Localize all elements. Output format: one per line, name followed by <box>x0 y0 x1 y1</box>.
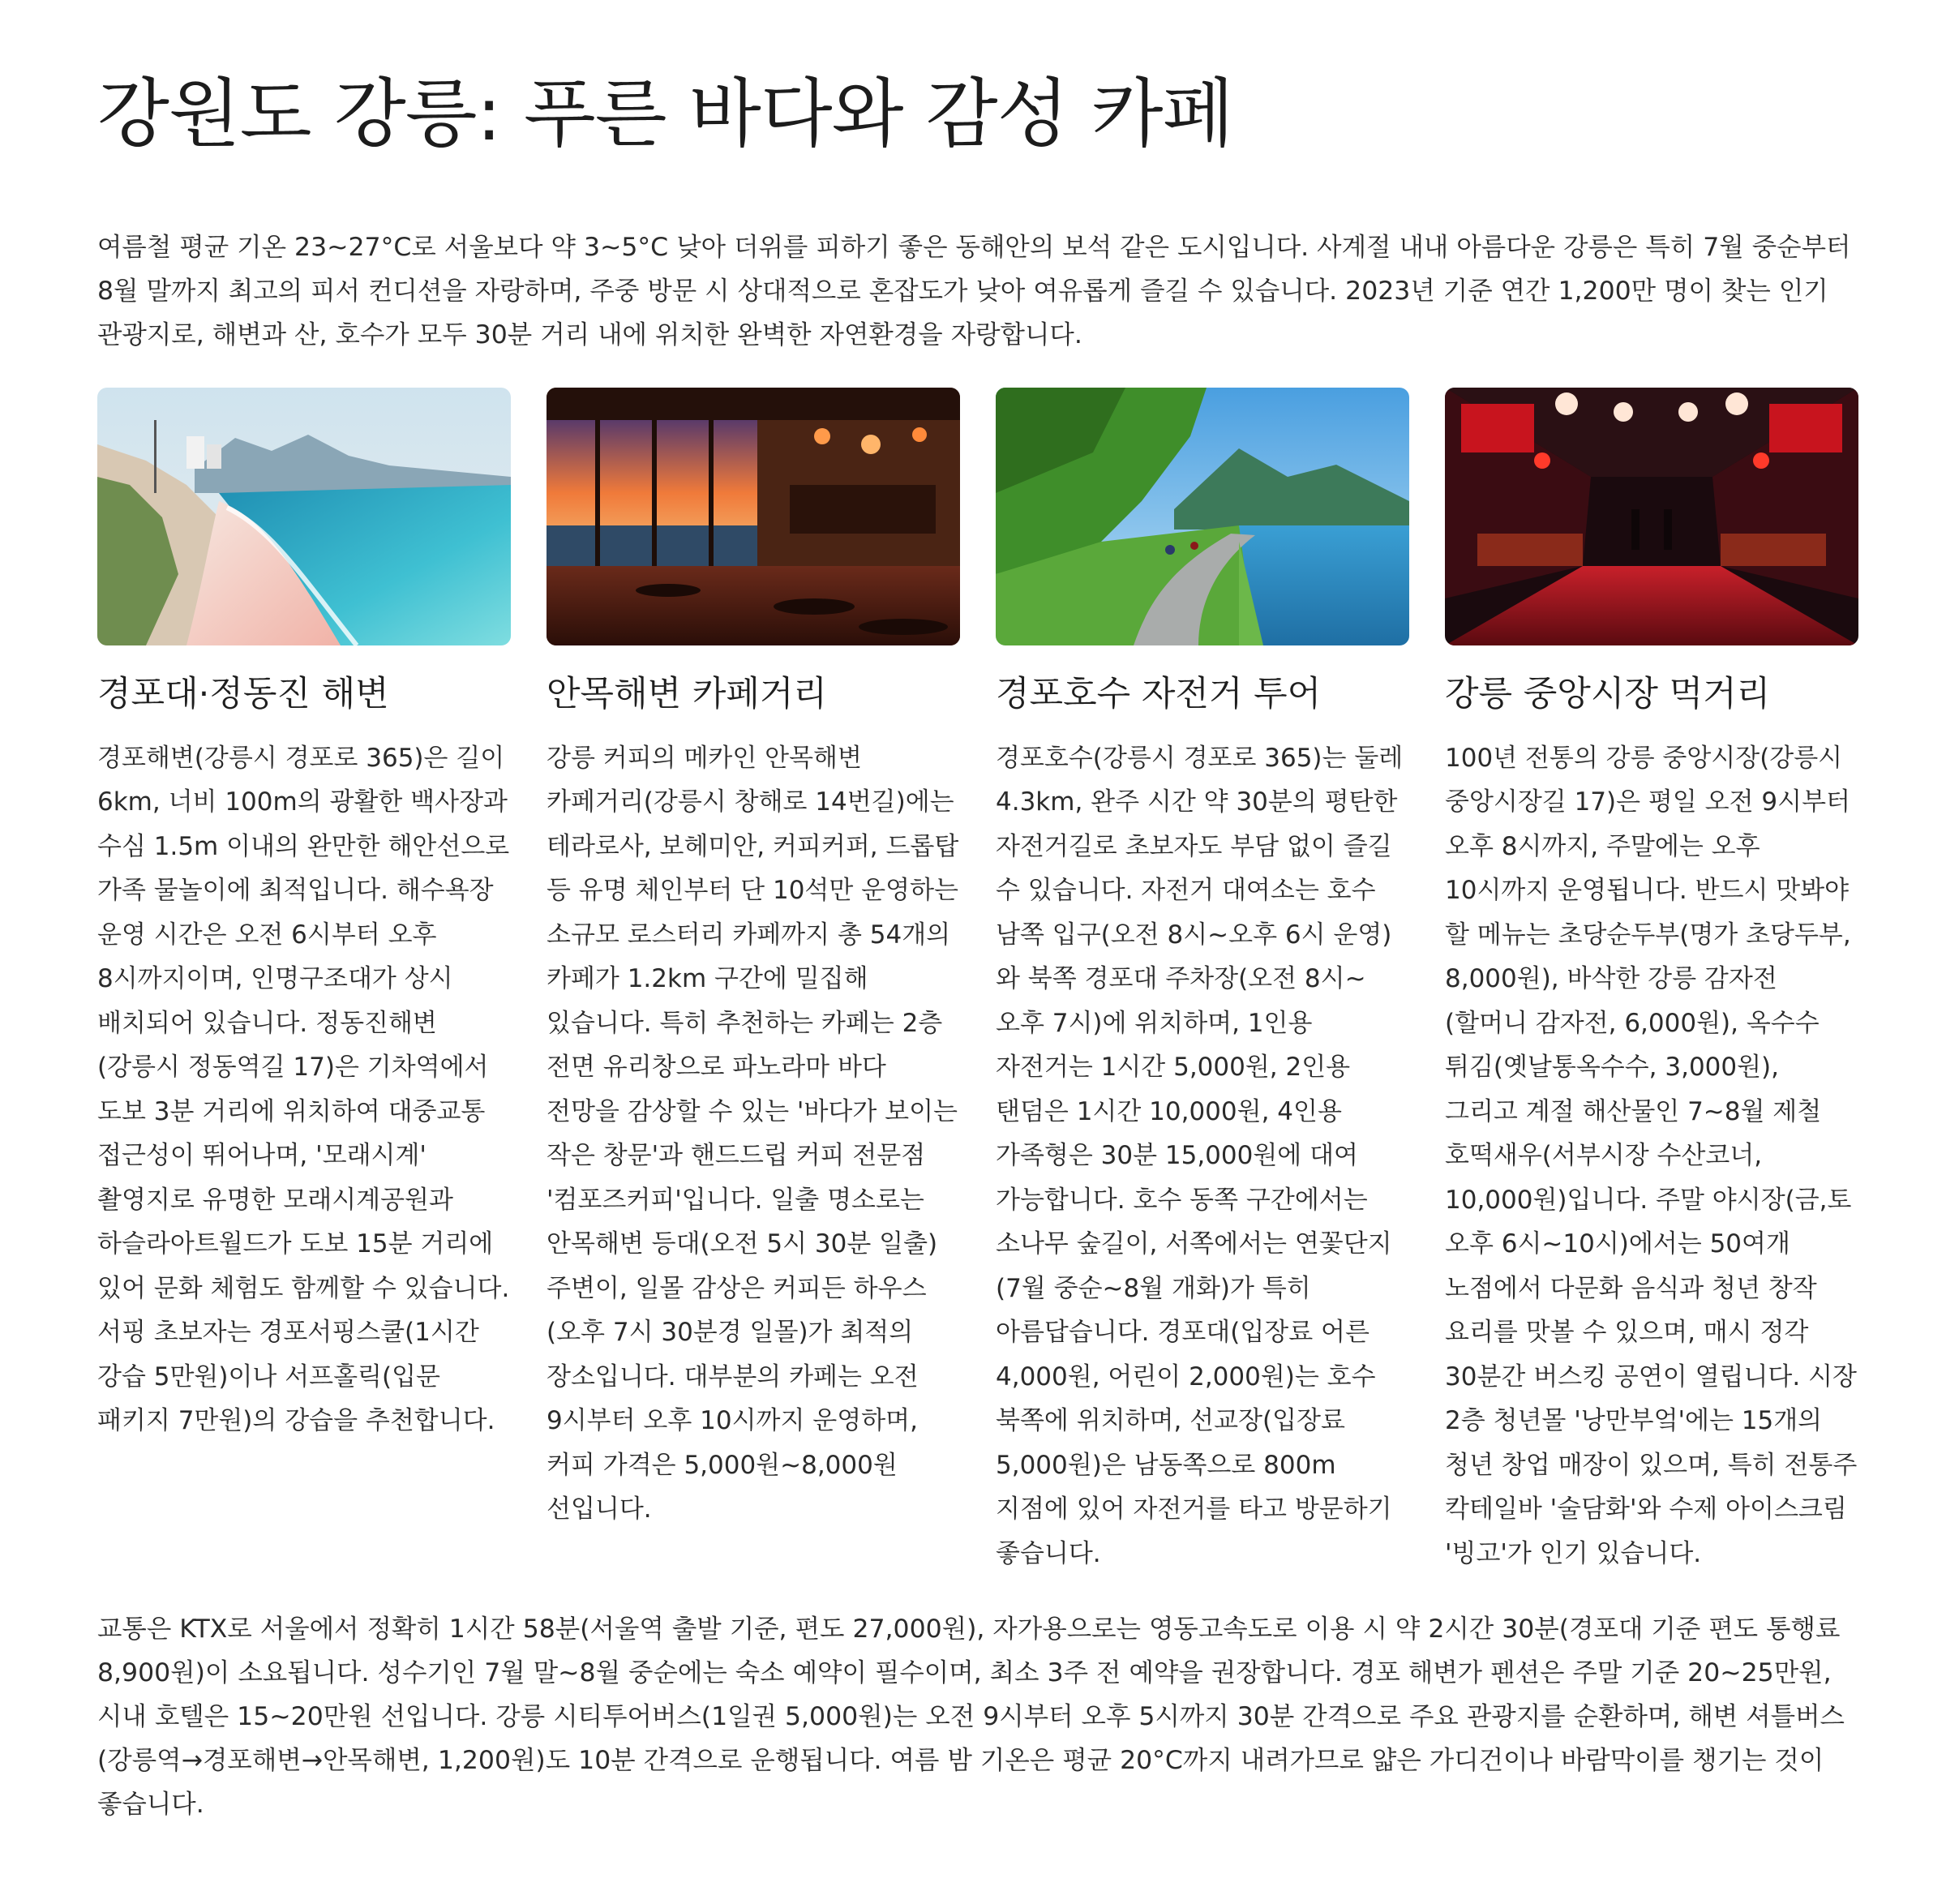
intro-paragraph: 여름철 평균 기온 23~27°C로 서울보다 약 3~5°C 낮아 더위를 피하기 좋은 동해안의 보석 같은 도시입니다. 사계절 내내 아름다운 강릉은 특히 7월 중순부터 8월 말까지 최고의 피서 컨디션을 자랑하며, 주중 방문 시 상대적으로 혼잡도가 낮아 여유롭게 즐길 수 있습니다. 2023년 기준 연간 1,200만 명이 찾는 인기 관광지로, 해변과 산, 호수가 모두 30분 거리 내에 위치한 완벽한 자연환경을 자랑합니다. <box>97 233 1851 349</box>
card-body: 경포호수(강릉시 경포로 365)는 둘레 4.3km, 완주 시간 약 30분의 평탄한 자전거길로 초보자도 부담 없이 즐길 수 있습니다. 자전거 대여소는 호수 남쪽 입구(오전 8시~오후 6시 운영)와 북쪽 경포대 주차장(오전 8시~오후 7시)에 위치하며, 1인용 자전거는 1시간 5,000원, 2인용 탠덤은 1시간 10,000원, 4인용 가족형은 30분 15,000원에 대여 가능합니다. 호수 동쪽 구간에서는 소나무 숲길이, 서쪽에서는 연꽃단지(7월 중순~8월 개화)가 특히 아름답습니다. 경포대(입장료 어른 4,000원, 어린이 2,000원)는 호수 북쪽에 위치하며, 선교장(입장료 5,000원)은 남동쪽으로 800m 지점에 있어 자전거를 타고 방문하기 좋습니다. <box>996 743 1404 1568</box>
cafe-illustration <box>547 388 960 645</box>
card-market <box>1445 388 1858 1576</box>
attraction-cards <box>97 388 1858 1588</box>
lake-illustration <box>996 388 1409 645</box>
card-body: 100년 전통의 강릉 중앙시장(강릉시 중앙시장길 17)은 평일 오전 9시부터 오후 8시까지, 주말에는 오후 10시까지 운영됩니다. 반드시 맛봐야 할 메뉴는 초당순두부(명가 초당두부, 8,000원), 바삭한 강릉 감자전(할머니 감자전, 6,000원), 옥수수 튀김(옛날통옥수수, 3,000원), 그리고 계절 해산물인 7~8월 제철 호떡새우(서부시장 수산코너, 10,000원)입니다. 주말 야시장(금,토 오후 6시~10시)에서는 50여개 노점에서 다문화 음식과 청년 창작 요리를 맛볼 수 있으며, 매시 정각 30분간 버스킹 공연이 열립니다. 시장 2층 청년몰 '낭만부엌'에는 15개의 청년 창업 매장이 있으며, 특히 전통주 칵테일바 '술담화'와 수제 아이스크림 '빙고'가 인기 있습니다. <box>1445 743 1858 1568</box>
card-title: 강릉 중앙시장 먹거리 <box>1445 674 1771 714</box>
market-photo <box>1445 388 1858 645</box>
card-title: 경포호수 자전거 투어 <box>996 674 1322 714</box>
card-title: 경포대·정동진 해변 <box>97 674 389 714</box>
beach-illustration <box>97 388 511 645</box>
market-illustration <box>1445 388 1858 645</box>
card-body: 경포해변(강릉시 경포로 365)은 길이 6km, 너비 100m의 광활한 백사장과 수심 1.5m 이내의 완만한 해안선으로 가족 물놀이에 최적입니다. 해수욕장 운영 시간은 오전 6시부터 오후 8시까지이며, 인명구조대가 상시 배치되어 있습니다. 정동진해변(강릉시 정동역길 17)은 기차역에서 도보 3분 거리에 위치하여 대중교통 접근성이 뛰어나며, '모래시계' 촬영지로 유명한 모래시계공원과 하슬라아트월드가 도보 15분 거리에 있어 문화 체험도 함께할 수 있습니다. 서핑 초보자는 경포서핑스쿨(1시간 강습 5만원)이나 서프홀릭(입문 패키지 7만원)의 강습을 추천합니다. <box>97 743 510 1436</box>
card-beach <box>97 388 511 1443</box>
lake-photo <box>996 388 1409 645</box>
card-lake <box>996 388 1409 1576</box>
beach-photo <box>97 388 511 645</box>
cafe-photo <box>547 388 960 645</box>
card-cafe <box>547 388 960 1532</box>
page-title: 강원도 강릉: 푸른 바다와 감성 카페 <box>97 71 1234 157</box>
card-body: 강릉 커피의 메카인 안목해변 카페거리(강릉시 창해로 14번길)에는 테라로사, 보헤미안, 커피커퍼, 드롭탑 등 유명 체인부터 단 10석만 운영하는 소규모 로스터리 카페까지 총 54개의 카페가 1.2km 구간에 밀집해 있습니다. 특히 추천하는 카페는 2층 전면 유리창으로 파노라마 바다 전망을 감상할 수 있는 '바다가 보이는 작은 창문'과 핸드드립 커피 전문점 '컴포즈커피'입니다. 일출 명소로는 안목해변 등대(오전 5시 30분 일출) 주변이, 일몰 감상은 커피든 하우스(오후 7시 30분경 일몰)가 최적의 장소입니다. 대부분의 카페는 오전 9시부터 오후 10시까지 운영하며, 커피 가격은 5,000원~8,000원 선입니다. <box>547 743 959 1524</box>
card-title: 안목해변 카페거리 <box>547 674 827 714</box>
outro-paragraph: 교통은 KTX로 서울에서 정확히 1시간 58분(서울역 출발 기준, 편도 27,000원), 자가용으로는 영동고속도로 이용 시 약 2시간 30분(경포대 기준 편도 통행료 8,900원)이 소요됩니다. 성수기인 7월 말~8월 중순에는 숙소 예약이 필수이며, 최소 3주 전 예약을 권장합니다. 경포 해변가 펜션은 주말 기준 20~25만원, 시내 호텔은 15~20만원 선입니다. 강릉 시티투어버스(1일권 5,000원)는 오전 9시부터 오후 5시까지 30분 간격으로 주요 관광지를 순환하며, 해변 셔틀버스(강릉역→경포해변→안목해변, 1,200원)도 10분 간격으로 운행됩니다. 여름 밤 기온은 평균 20°C까지 내려가므로 얇은 가디건이나 바람막이를 챙기는 것이 좋습니다. <box>97 1615 1845 1819</box>
